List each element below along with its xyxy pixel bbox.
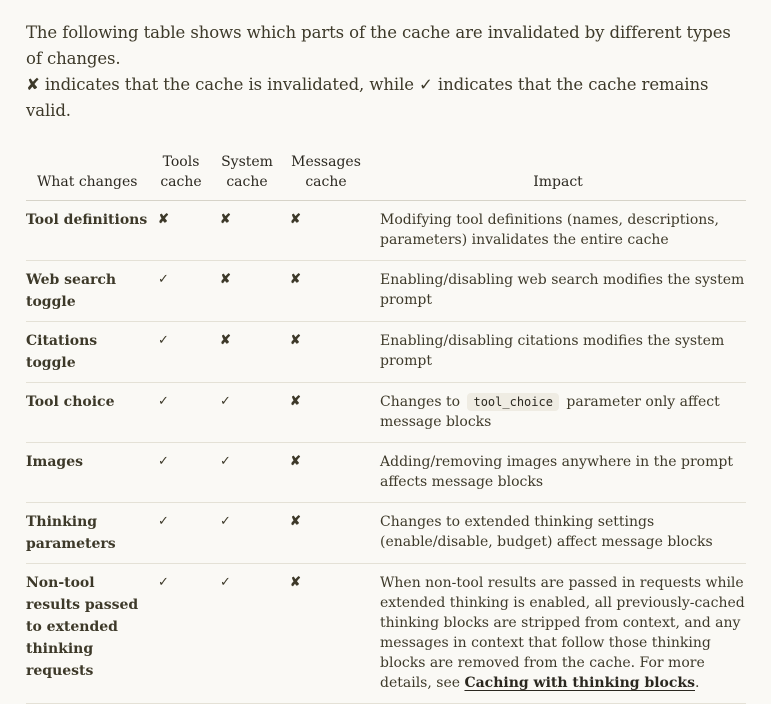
row-impact [370, 383, 746, 443]
row-what: Tool definitions [26, 201, 150, 261]
row-what: Thinking parameters [26, 503, 150, 564]
row-system-mark: ✘ [212, 261, 282, 322]
row-impact: Enabling/disabling citations modifies the system prompt [370, 322, 746, 383]
table-row [26, 383, 746, 443]
table-row [26, 322, 746, 383]
impact-text-pre: Changes to [380, 394, 461, 410]
row-system-mark: ✓ [212, 564, 282, 704]
row-messages-mark: ✘ [282, 201, 370, 261]
row-what: Non-tool results passed to extended thinking requests [26, 564, 150, 704]
table-row [26, 564, 746, 704]
row-impact: Adding/removing images anywhere in the prompt affects message blocks [370, 443, 746, 503]
header-messages-cache [282, 152, 370, 201]
intro-paragraph [26, 20, 745, 124]
table-row [26, 201, 746, 261]
tool-choice-code: tool_choice [467, 393, 558, 411]
caching-with-thinking-blocks-link[interactable]: Caching with thinking blocks [464, 675, 695, 691]
row-tools-mark: ✓ [150, 261, 212, 322]
table-header-row [26, 152, 746, 201]
row-messages-mark: ✘ [282, 322, 370, 383]
row-system-mark: ✓ [212, 383, 282, 443]
row-tools-mark: ✘ [150, 201, 212, 261]
intro-line-2: ✘ indicates that the cache is invalidated, while ✓ indicates that the cache remains valid. [26, 75, 709, 120]
table-row [26, 261, 746, 322]
row-impact: Enabling/disabling web search modifies the system prompt [370, 261, 746, 322]
row-what: Images [26, 443, 150, 503]
header-system-line-2: cache [226, 174, 268, 190]
row-tools-mark: ✓ [150, 443, 212, 503]
table-row [26, 443, 746, 503]
header-messages-line-2: cache [305, 174, 347, 190]
header-impact: Impact [370, 152, 746, 201]
cache-invalidation-table [26, 152, 746, 704]
row-messages-mark: ✘ [282, 503, 370, 564]
impact-text-post: parameter only affect message blocks [380, 394, 720, 430]
row-messages-mark: ✘ [282, 383, 370, 443]
header-tools-line-1: Tools [162, 154, 200, 170]
row-system-mark: ✘ [212, 201, 282, 261]
row-tools-mark: ✓ [150, 503, 212, 564]
row-system-mark: ✓ [212, 503, 282, 564]
header-messages-line-1: Messages [291, 154, 361, 170]
intro-line-1: The following table shows which parts of the cache are invalidated by different types of changes. [26, 23, 731, 68]
row-system-mark: ✓ [212, 443, 282, 503]
impact-text-end: . [695, 675, 700, 691]
row-tools-mark: ✓ [150, 564, 212, 704]
row-messages-mark: ✘ [282, 443, 370, 503]
impact-text: When non-tool results are passed in requests while extended thinking is enabled, all previously-cached thinking blocks are stripped from context, and any messages in context that follow those thinking blocks are removed from the cache. For more details, see [380, 575, 745, 691]
row-messages-mark: ✘ [282, 261, 370, 322]
header-tools-cache [150, 152, 212, 201]
row-what: Tool choice [26, 383, 150, 443]
row-impact: Modifying tool definitions (names, descriptions, parameters) invalidates the entire cache [370, 201, 746, 261]
row-tools-mark: ✓ [150, 322, 212, 383]
row-tools-mark: ✓ [150, 383, 212, 443]
row-messages-mark: ✘ [282, 564, 370, 704]
row-what: Web search toggle [26, 261, 150, 322]
header-system-line-1: System [221, 154, 273, 170]
header-system-cache [212, 152, 282, 201]
row-impact [370, 564, 746, 704]
header-what-changes: What changes [26, 152, 150, 201]
row-what: Citations toggle [26, 322, 150, 383]
row-system-mark: ✘ [212, 322, 282, 383]
row-impact: Changes to extended thinking settings (enable/disable, budget) affect message blocks [370, 503, 746, 564]
header-tools-line-2: cache [160, 174, 202, 190]
table-row [26, 503, 746, 564]
